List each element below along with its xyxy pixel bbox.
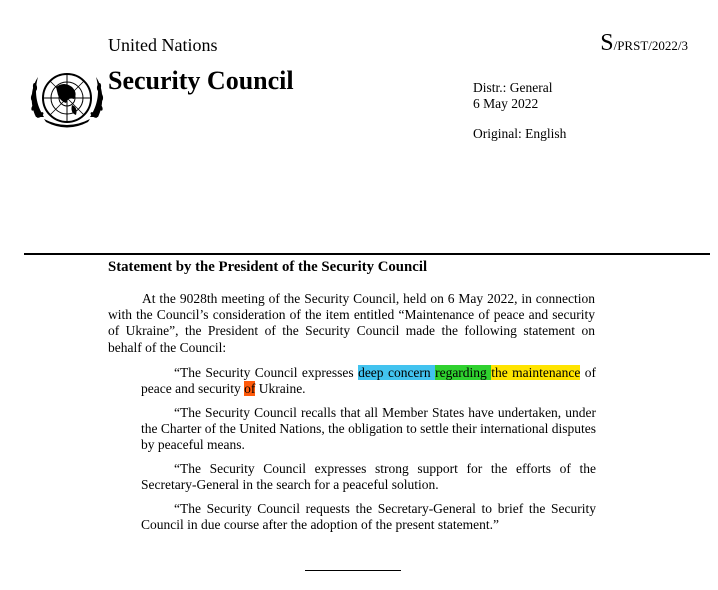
quote-text: Ukraine. xyxy=(255,381,306,397)
header-divider xyxy=(24,253,710,255)
paragraph-support: “The Security Council expresses strong support for the efforts of the Secretary-General in the search for a peaceful solution. xyxy=(141,461,596,493)
highlight-regarding: regarding xyxy=(435,365,487,380)
original-language: Original: English xyxy=(473,126,567,141)
paragraph-recalls: “The Security Council recalls that all Member States have undertaken, under the Charter of the United Nations, the obligation to settle their international disputes by peaceful means. xyxy=(141,405,596,453)
document-symbol-rest: /PRST/2022/3 xyxy=(613,38,688,53)
document-date: 6 May 2022 xyxy=(473,96,539,111)
distribution-label: Distr.: General xyxy=(473,80,553,95)
document-symbol-prefix: S xyxy=(600,30,614,56)
highlight-of: of xyxy=(244,381,256,397)
quote-text: of peace and security xyxy=(141,365,596,397)
highlight-the-maintenance: the maintenance xyxy=(491,365,581,380)
paragraph-intro: At the 9028th meeting of the Security Council, held on 6 May 2022, in connection with the Council’s consideration of the item entitled “Maintenance of peace and security of Ukraine”, the President of the Security Council made the following statement on behalf of the Council: xyxy=(108,291,595,355)
highlight-deep-concern: deep concern xyxy=(358,365,431,380)
distribution-block xyxy=(473,80,566,142)
footer-rule xyxy=(305,570,401,571)
paragraph-requests: “The Security Council requests the Secretary-General to brief the Security Council in due course after the adoption of the present statement.” xyxy=(141,501,596,533)
council-name: Security Council xyxy=(108,66,294,95)
un-emblem-icon xyxy=(28,67,106,133)
statement-title: Statement by the President of the Security Council xyxy=(108,259,428,275)
organization-name: United Nations xyxy=(108,35,218,55)
quote-text: “The Security Council expresses xyxy=(174,365,359,380)
paragraph-concern xyxy=(141,365,596,397)
document-symbol xyxy=(600,30,688,57)
